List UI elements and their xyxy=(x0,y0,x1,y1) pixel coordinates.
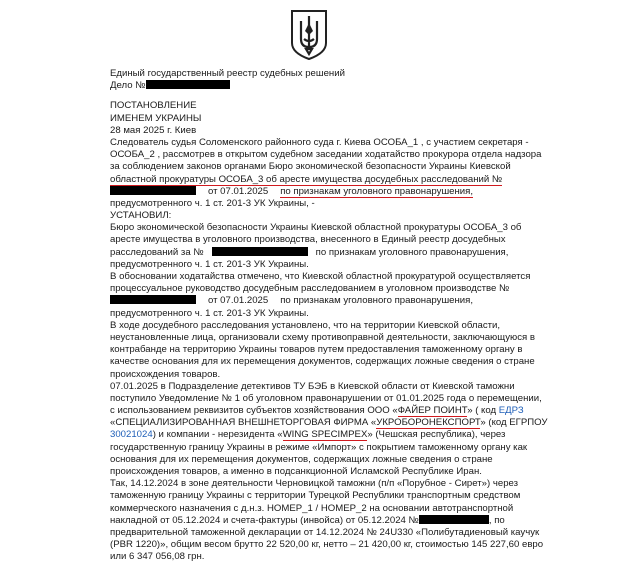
p4-line: неустановленные лица, организовали схему противоправной деятельности, заключающуюся в xyxy=(110,331,535,343)
p3-line: В обосновании ходатайства отмечено, что Киевской областной прокуратурой осуществляется xyxy=(110,271,531,282)
p1-line xyxy=(110,174,510,186)
p5-line: поступило Уведомление № 1 об уголовном правонарушении от 01.01.2025 года о перемещении, xyxy=(110,392,542,404)
p4-line: качестве основания для их перемещения документов, содержащих ложные сведения о стране xyxy=(110,356,535,368)
p5-line: 07.01.2025 в Подразделение детективов ТУ БЭБ в Киевской области от Киевской таможни xyxy=(110,380,515,392)
p4-line: происхождения товаров. xyxy=(110,368,221,380)
p6-line: таможенную границу Украины с территории Турецкой Республики транспортным средством xyxy=(110,490,521,502)
company-name: ФАЙЕР ПОИНТ xyxy=(397,405,468,417)
p5-line: 30021024) и компании - нерезидента «WING SPECIMPEX» (Чешская республика), через xyxy=(110,429,506,441)
p1-line: ОСОБА_2 , рассмотрев в открытом судебном заседании ходатайство прокурора отдела надзора xyxy=(110,149,542,161)
p5-line: с использованием реквизитов субъектов хозяйствования ООО «ФАЙЕР ПОИНТ» ( код ЕДРЗ xyxy=(110,405,524,417)
redacted-block xyxy=(110,295,196,304)
redacted-block xyxy=(212,247,308,256)
registry-link[interactable]: ЕДРЗ xyxy=(498,405,524,417)
p5-line: происхождения товаров, а именно в подсанкционной Исламской Республике Иран. xyxy=(110,466,482,477)
document-body xyxy=(110,68,548,564)
p2-line: предусмотренного ч. 1 ст. 201-3 УК Украины. xyxy=(110,258,309,270)
underlined-text: областной прокуратуры ОСОБА_3 об аресте имущества досудебных расследований № xyxy=(110,173,503,185)
p3-line: процессуальное руководство досудебным расследованием в уголовном производстве № xyxy=(110,283,510,295)
section-heading: УСТАНОВИЛ: xyxy=(110,210,172,222)
redacted-block xyxy=(146,80,230,89)
p1-line: от 07.01.2025 по признакам уголовного правонарушения, xyxy=(110,186,510,198)
p1-line: Следователь судья Соломенского районного суда г. Киева ОСОБА_1 , с участием секретаря - xyxy=(110,136,529,148)
p6-line: (PBR 1220)», общим весом брутто 22 520,00 кг, нетто – 21 420,00 кг, стоимостью 145 227,60 евро xyxy=(110,539,544,551)
doc-type: ПОСТАНОВЛЕНИЕ xyxy=(110,100,197,112)
registry-title: Единый государственный реестр судебных решений xyxy=(110,68,345,79)
date-place: 28 мая 2025 г. Киев xyxy=(110,124,197,136)
underlined-text: по признакам уголовного правонарушения, xyxy=(280,185,473,197)
p2-line: аресте имущества в уголовного производства, внесенного в Единый реестр досудебных xyxy=(110,234,506,246)
p4-line: В ходе досудебного расследования установлено, что на территории Киевской области, xyxy=(110,319,501,331)
p6-line: коммерческого назначения с д.н.з. НОМЕР_1 / НОМЕР_2 на основании автотранспортной xyxy=(110,502,514,514)
redacted-block xyxy=(419,515,489,524)
company-name: УКРОБОРОНЕКСПОРТ xyxy=(376,417,481,429)
registry-code-link[interactable]: 30021024 xyxy=(110,429,153,441)
p5-line: основания для их перемещения документов, содержащих ложные сведения о стране xyxy=(110,453,493,465)
coat-of-arms-icon xyxy=(290,9,328,61)
p1-line: за соблюдением законов органами Бюро экономической безопасности Украины Киевской xyxy=(110,161,511,173)
p1-line: предусмотренного ч. 1 ст. 201-3 УК Украины, - xyxy=(110,197,315,209)
p2-line: расследований за № по признакам уголовного правонарушения, xyxy=(110,246,509,258)
p5-line: государственную границу Украины в режиме «Импорт» с покрытием таможенному органу как xyxy=(110,441,528,453)
p6-line: Так, 14.12.2024 в зоне деятельности Черновицкой таможни (п/п «Порубное - Сирет») через xyxy=(110,478,519,490)
p6-line: или 6 347 056,08 грн. xyxy=(110,551,205,563)
redacted-block xyxy=(110,186,196,195)
p6-line: накладной от 05.12.2024 и счета-фактуры (инвойса) от 05.12.2024 № , по xyxy=(110,514,505,526)
p3-line: предусмотренного ч. 1 ст. 201-3 УК Украины. xyxy=(110,307,309,319)
p4-line: контрабанде на территорию Украины товаров путем предоставления таможенному органу в xyxy=(110,344,523,356)
p6-line: предварительной таможенной декларации от 14.12.2024 № 24U330 «Полибутадиеновый каучук xyxy=(110,526,540,538)
company-name: WING SPECIMPEX xyxy=(282,429,368,441)
p3-line: от 07.01.2025 по признакам уголовного правонарушения, xyxy=(110,295,510,307)
p5-line: «СПЕЦИАЛИЗИРОВАННАЯ ВНЕШНЕТОРГОВАЯ ФИРМА «УКРОБОРОНЕКСПОРТ» (код ЕГРПОУ xyxy=(110,417,548,429)
p2-line: Бюро экономической безопасности Украины Киевской областной прокуратуры ОСОБА_3 об xyxy=(110,222,522,234)
case-number: Дело № xyxy=(110,80,510,92)
in-name: ИМЕНЕМ УКРАИНЫ xyxy=(110,112,202,124)
